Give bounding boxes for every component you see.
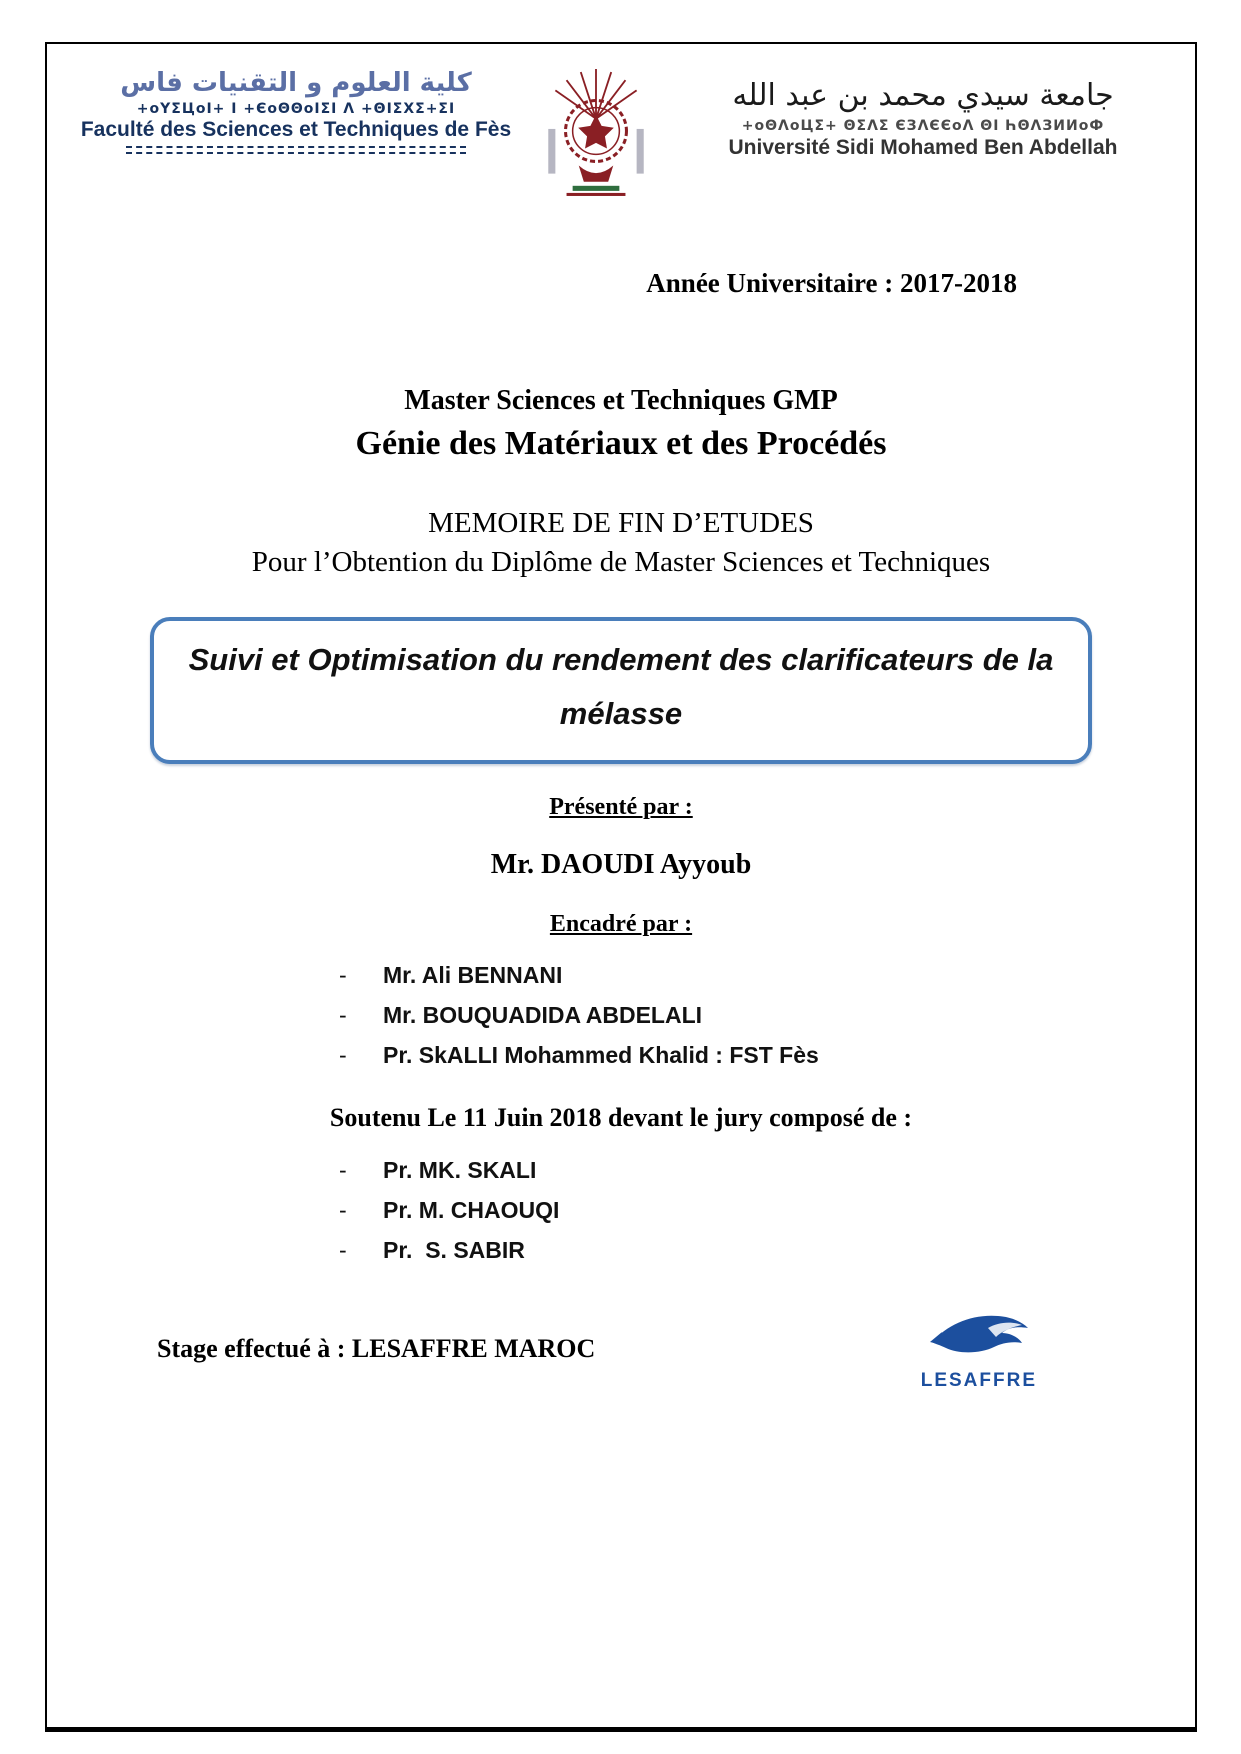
university-seal-icon (540, 68, 652, 198)
list-dash: - (339, 1156, 347, 1183)
supervisor-item (339, 1002, 1195, 1029)
supervisor-name: Pr. SkALLI Mohammed Khalid : FST Fès (383, 1041, 819, 1068)
supervisor-item (339, 962, 1195, 989)
internship-note: Stage effectué à : LESAFFRE MAROC (157, 1333, 596, 1363)
university-name-latin: Université Sidi Mohamed Ben Abdellah (728, 136, 1118, 159)
program-line-2: Génie des Matériaux et des Procédés (355, 425, 887, 462)
faculty-name-latin: Faculté des Sciences et Techniques de Fès (80, 118, 512, 141)
program-line-1: Master Sciences et Techniques GMP (404, 385, 838, 416)
list-dash: - (339, 961, 347, 988)
jury-item (339, 1237, 1195, 1264)
faculty-name-arabic: كلية العلوم و التقنيات فاس (120, 68, 472, 98)
thesis-title-box (150, 617, 1092, 764)
presented-by-label: Présenté par : (549, 793, 693, 820)
university-seal-wrap (531, 68, 661, 198)
academic-year: Année Universitaire : 2017-2018 (646, 268, 1017, 298)
letterhead (47, 44, 1195, 198)
list-dash: - (339, 1236, 347, 1263)
jury-member-name: Pr. MK. SKALI (383, 1156, 537, 1183)
university-block (661, 68, 1185, 160)
page-border-frame (45, 42, 1197, 1732)
jury-item (339, 1157, 1195, 1184)
lesaffre-bird-icon (926, 1306, 1032, 1364)
jury-list (339, 1157, 1195, 1264)
university-name-arabic: جامعة سيدي محمد بن عبد الله (732, 78, 1114, 113)
defense-intro: Soutenu Le 11 Juin 2018 devant le jury composé de : (329, 1102, 913, 1132)
lesaffre-wordmark: LESAFFRE (920, 1369, 1037, 1391)
memoire-line-2: Pour l’Obtention du Diplôme de Master Sciences et Techniques (251, 546, 991, 578)
faculty-block (61, 68, 531, 154)
university-name-tifinagh: +oΘΛoЦΣ+ ΘΣΛΣ ЄЗΛЄЄoΛ ΘI ҺΘΛЗИИoФ (741, 118, 1105, 134)
list-dash: - (339, 1001, 347, 1028)
list-dash: - (339, 1041, 347, 1068)
internship-row (47, 1306, 1195, 1392)
supervisor-list (339, 962, 1195, 1069)
supervised-by-label: Encadré par : (549, 910, 693, 937)
supervisor-name: Mr. Ali BENNANI (383, 961, 563, 988)
decorative-divider (126, 146, 466, 154)
supervisor-name: Mr. BOUQUADIDA ABDELALI (383, 1001, 703, 1028)
faculty-name-tifinagh: +oYΣЦoI+ I +ЄoΘΘoIΣI Λ +ΘIΣXΣ+ΣI (136, 101, 456, 117)
jury-member-name: Pr. M. CHAOUQI (383, 1196, 560, 1223)
lesaffre-logo (921, 1306, 1037, 1392)
list-dash: - (339, 1196, 347, 1223)
jury-item (339, 1197, 1195, 1224)
jury-member-name: Pr. S. SABIR (383, 1236, 525, 1263)
supervisor-item (339, 1042, 1195, 1069)
author-name: Mr. DAOUDI Ayyoub (490, 848, 752, 880)
memoire-line-1: MEMOIRE DE FIN D’ETUDES (428, 507, 814, 539)
thesis-title: Suivi et Optimisation du rendement des clarificateurs de la mélasse (188, 642, 1054, 732)
